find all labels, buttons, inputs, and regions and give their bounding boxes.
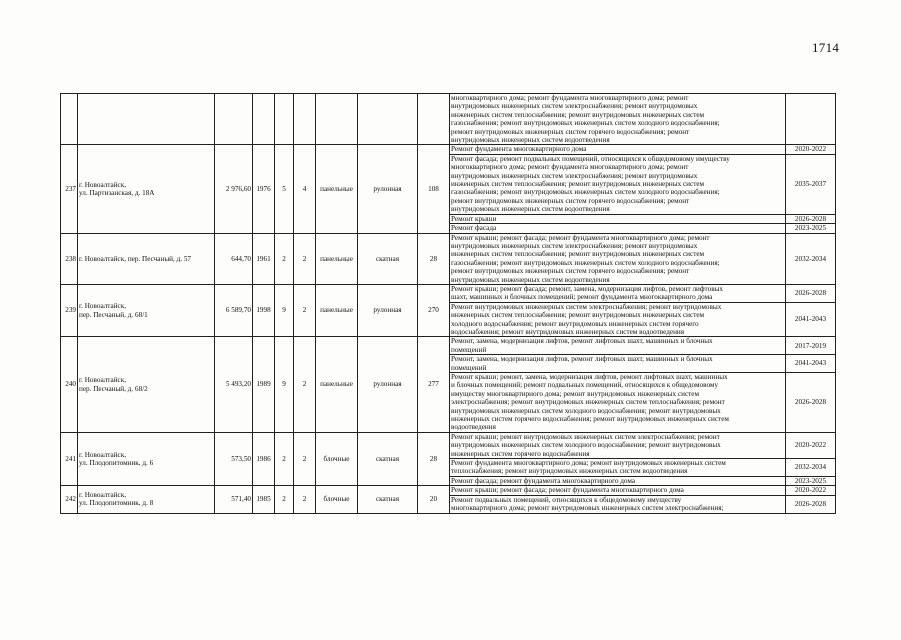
repair-period-cell: 2026-2028 — [786, 214, 836, 223]
repair-works-line: внутридомовых инженерных систем холодного водоснабжения; ремонт внутридомовых — [451, 406, 721, 415]
area-cell: 644,70 — [215, 233, 253, 284]
repair-period-cell: 2020-2022 — [786, 145, 836, 154]
floors-cell: 9 — [275, 337, 294, 432]
address-cell — [78, 94, 215, 145]
repair-works-line: Ремонт фасада; ремонт фундамента многоквартирного дома — [451, 476, 636, 485]
repair-period-cell: 2023-2025 — [786, 476, 836, 485]
table-row — [61, 486, 836, 495]
repair-works-cell — [450, 486, 786, 495]
year-cell: 1961 — [253, 233, 275, 284]
repair-works-line: и блочных помещений; ремонт подвальных помещений, относящихся к общедомовому — [451, 381, 719, 390]
repair-works-cell — [450, 154, 786, 214]
residents-cell: 28 — [418, 432, 450, 485]
repair-works-line: ремонт внутридомовых инженерных систем горячего водоснабжения; ремонт — [451, 267, 690, 276]
repair-works-line: инженерных систем теплоснабжения; ремонт внутридомовых инженерных систем — [451, 110, 705, 119]
repair-works-cell — [450, 302, 786, 337]
year-cell: 1976 — [253, 145, 275, 233]
row-number — [61, 94, 78, 145]
repair-period-cell: 2026-2028 — [786, 373, 836, 433]
repair-works-line: помещений — [451, 345, 487, 354]
repair-works-line: ремонт внутридомовых инженерных систем горячего водоснабжения; ремонт — [451, 127, 690, 136]
address-cell: г. Новоалтайск, ул. Плодопитомник, д. 8 — [78, 486, 215, 513]
area-cell: 573,50 — [215, 432, 253, 485]
floors-cell: 9 — [275, 284, 294, 336]
walls-cell: панельные — [316, 233, 358, 284]
entrances-cell: 2 — [294, 233, 316, 284]
repair-works-line: Ремонт фасада; ремонт подвальных помещений, относящихся к общедомовому имуществу — [451, 154, 730, 163]
repair-works-line: Ремонт крыши; ремонт фасада; ремонт фундамента многоквартирного дома; ремонт — [451, 233, 710, 242]
address-cell: г. Новоалтайск, ул. Плодопитомник, д. 6 — [78, 432, 215, 485]
repair-works-line: шахт, машинных и блочных помещений; ремонт фундамента многоквартирного дома — [451, 293, 713, 302]
area-cell: 571,40 — [215, 486, 253, 513]
repair-works-line: Ремонт подвальных помещений, относящихся к общедомовому имуществу — [451, 495, 682, 504]
repair-works-cell — [450, 233, 786, 284]
roof-cell: скатная — [358, 486, 418, 513]
roof-cell: рулонная — [358, 145, 418, 233]
repair-works-line: ремонт внутридомовых инженерных систем горячего водоснабжения; ремонт — [451, 196, 690, 205]
repair-works-line: Ремонт фасада — [451, 224, 497, 233]
repair-works-line: Ремонт фундамента многоквартирного дома — [451, 145, 587, 154]
repair-works-line: водоотведения — [451, 423, 496, 432]
table-row — [61, 337, 836, 355]
table-row — [61, 432, 836, 458]
walls-cell: панельные — [316, 284, 358, 336]
year-cell: 1998 — [253, 284, 275, 336]
repair-works-line: инженерных систем горячего водоснабжения; ремонт внутридомовых инженерных систем — [451, 415, 729, 424]
repair-works-cell — [450, 476, 786, 485]
table-row — [61, 233, 836, 284]
table-row — [61, 145, 836, 154]
repair-works-line: инженерных систем теплоснабжения; ремонт внутридомовых инженерных систем — [451, 180, 705, 189]
address-cell: г. Новоалтайск, пер. Песчаный, д. 68/1 — [78, 284, 215, 336]
repair-period-cell: 2026-2028 — [786, 495, 836, 513]
repair-works-line: газоснабжения; ремонт внутридомовых инженерных систем холодного водоснабжения; — [451, 258, 720, 267]
residents-cell: 20 — [418, 486, 450, 513]
repair-works-cell — [450, 495, 786, 513]
repair-works-line: Ремонт внутридомовых инженерных систем электроснабжения; ремонт внутридомовых — [451, 302, 722, 311]
entrances-cell: 2 — [294, 284, 316, 336]
address-cell: г. Новоалтайск, пер. Песчаный, д. 68/2 — [78, 337, 215, 432]
registry-body — [61, 94, 836, 514]
repair-works-line: внутридомовых инженерных систем водоотведения — [451, 275, 610, 284]
repair-works-line: многоквартирного дома; ремонт фундамента многоквартирного дома; ремонт — [451, 163, 689, 172]
repair-works-line: Ремонт, замена, модернизация лифтов, ремонт лифтовых шахт, машинных и блочных — [451, 355, 713, 364]
floors-cell: 2 — [275, 432, 294, 485]
repair-works-line: помещений — [451, 363, 487, 372]
row-number: 238 — [61, 233, 78, 284]
address-cell: г. Новоалтайск, ул. Партизанская, д. 18А — [78, 145, 215, 233]
floors-cell: 5 — [275, 145, 294, 233]
repair-period-cell — [786, 94, 836, 145]
area-cell — [215, 94, 253, 145]
entrances-cell — [294, 94, 316, 145]
repair-works-line: имуществу многоквартирного дома; ремонт внутридомовых инженерных систем — [451, 389, 700, 398]
repair-works-cell — [450, 459, 786, 477]
repair-works-cell — [450, 355, 786, 373]
walls-cell — [316, 94, 358, 145]
row-number: 241 — [61, 432, 78, 485]
residents-cell: 277 — [418, 337, 450, 432]
repair-works-line: водоснабжения; ремонт внутридомовых инженерных систем водоотведения — [451, 327, 685, 336]
repair-works-line: Ремонт крыши; ремонт внутридомовых инженерных систем электроснабжения; ремонт — [451, 432, 720, 441]
repair-works-cell — [450, 94, 786, 145]
year-cell: 1985 — [253, 486, 275, 513]
repair-works-cell — [450, 373, 786, 433]
residents-cell: 270 — [418, 284, 450, 336]
residents-cell: 28 — [418, 233, 450, 284]
walls-cell: панельные — [316, 337, 358, 432]
row-number: 240 — [61, 337, 78, 432]
repair-works-line: Ремонт крыши — [451, 214, 497, 223]
year-cell: 1986 — [253, 432, 275, 485]
repair-works-line: многоквартирного дома; ремонт внутридомовых инженерных систем электроснабжения; — [451, 504, 724, 513]
repair-works-line: внутридомовых инженерных систем холодного водоснабжения; ремонт внутридомовых — [451, 441, 721, 450]
roof-cell: рулонная — [358, 284, 418, 336]
row-number: 237 — [61, 145, 78, 233]
roof-cell: скатная — [358, 233, 418, 284]
floors-cell: 2 — [275, 486, 294, 513]
roof-cell: рулонная — [358, 337, 418, 432]
repair-period-cell: 2026-2028 — [786, 284, 836, 302]
repair-period-cell: 2020-2022 — [786, 486, 836, 495]
repair-works-line: инженерных систем теплоснабжения; ремонт внутридомовых инженерных систем — [451, 311, 705, 320]
year-cell: 1989 — [253, 337, 275, 432]
repair-works-line: Ремонт крыши; ремонт фасада; ремонт, замена, модернизация лифтов, ремонт лифтовых — [451, 284, 724, 293]
repair-works-cell — [450, 432, 786, 458]
repair-works-line: Ремонт крыши; ремонт фасада; ремонт фундамента многоквартирного дома — [451, 486, 684, 495]
repair-works-line: электроснабжения; ремонт внутридомовых инженерных систем теплоснабжения; ремонт — [451, 398, 725, 407]
repair-works-cell — [450, 337, 786, 355]
residents-cell: 108 — [418, 145, 450, 233]
page-number: 1714 — [812, 40, 840, 55]
table-row — [61, 284, 836, 302]
repair-period-cell: 2041-2043 — [786, 355, 836, 373]
repair-works-line: газоснабжения; ремонт внутридомовых инженерных систем холодного водоснабжения; — [451, 119, 720, 128]
repair-works-line: инженерных систем теплоснабжения; ремонт внутридомовых инженерных систем — [451, 250, 705, 259]
floors-cell: 2 — [275, 233, 294, 284]
repair-works-cell — [450, 224, 786, 233]
repair-works-cell — [450, 284, 786, 302]
entrances-cell: 2 — [294, 432, 316, 485]
year-cell — [253, 94, 275, 145]
address-cell: г. Новоалтайск, пер. Песчаный, д. 57 — [78, 233, 215, 284]
repair-works-line: Ремонт крыши; ремонт, замена, модернизация лифтов, ремонт лифтовых шахт, машинных — [451, 373, 728, 381]
repair-works-line: холодного водоснабжения; ремонт внутридомовых инженерных систем горячего — [451, 319, 699, 328]
repair-period-cell: 2035-2037 — [786, 154, 836, 214]
repair-works-line: Ремонт фундамента многоквартирного дома; ремонт внутридомовых инженерных систем — [451, 459, 726, 468]
repair-period-cell: 2017-2019 — [786, 337, 836, 355]
roof-cell — [358, 94, 418, 145]
walls-cell: панельные — [316, 145, 358, 233]
row-number: 239 — [61, 284, 78, 336]
repair-works-line: Ремонт, замена, модернизация лифтов, ремонт лифтовых шахт, машинных и блочных — [451, 337, 713, 346]
roof-cell: скатная — [358, 432, 418, 485]
entrances-cell: 2 — [294, 486, 316, 513]
entrances-cell: 2 — [294, 337, 316, 432]
repair-period-cell: 2032-2034 — [786, 233, 836, 284]
area-cell: 6 589,70 — [215, 284, 253, 336]
housing-registry-table — [60, 93, 836, 514]
table-row — [61, 94, 836, 145]
repair-works-cell — [450, 214, 786, 223]
area-cell: 2 976,60 — [215, 145, 253, 233]
repair-works-line: теплоснабжения; ремонт внутридомовых инженерных систем водоотведения — [451, 467, 688, 476]
walls-cell: блочные — [316, 486, 358, 513]
repair-works-line: внутридомовых инженерных систем водоотведения — [451, 205, 610, 214]
repair-works-line: внутридомовых инженерных систем электроснабжения; ремонт внутридомовых — [451, 171, 698, 180]
walls-cell: блочные — [316, 432, 358, 485]
repair-period-cell: 2032-2034 — [786, 459, 836, 477]
area-cell: 5 493,20 — [215, 337, 253, 432]
repair-period-cell: 2023-2025 — [786, 224, 836, 233]
repair-works-cell — [450, 145, 786, 154]
repair-works-line: многоквартирного дома; ремонт фундамента многоквартирного дома; ремонт — [451, 94, 689, 102]
row-number: 242 — [61, 486, 78, 513]
repair-works-line: газоснабжения; ремонт внутридомовых инженерных систем холодного водоснабжения; — [451, 188, 720, 197]
repair-works-line: внутридомовых инженерных систем электроснабжения; ремонт внутридомовых — [451, 102, 698, 111]
repair-works-line: внутридомовых инженерных систем водоотведения — [451, 136, 610, 145]
repair-works-line: внутридомовых инженерных систем электроснабжения; ремонт внутридомовых — [451, 241, 698, 250]
floors-cell — [275, 94, 294, 145]
repair-works-line: инженерных систем горячего водоснабжения — [451, 449, 590, 458]
entrances-cell: 4 — [294, 145, 316, 233]
repair-period-cell: 2041-2043 — [786, 302, 836, 337]
repair-period-cell: 2020-2022 — [786, 432, 836, 458]
residents-cell — [418, 94, 450, 145]
